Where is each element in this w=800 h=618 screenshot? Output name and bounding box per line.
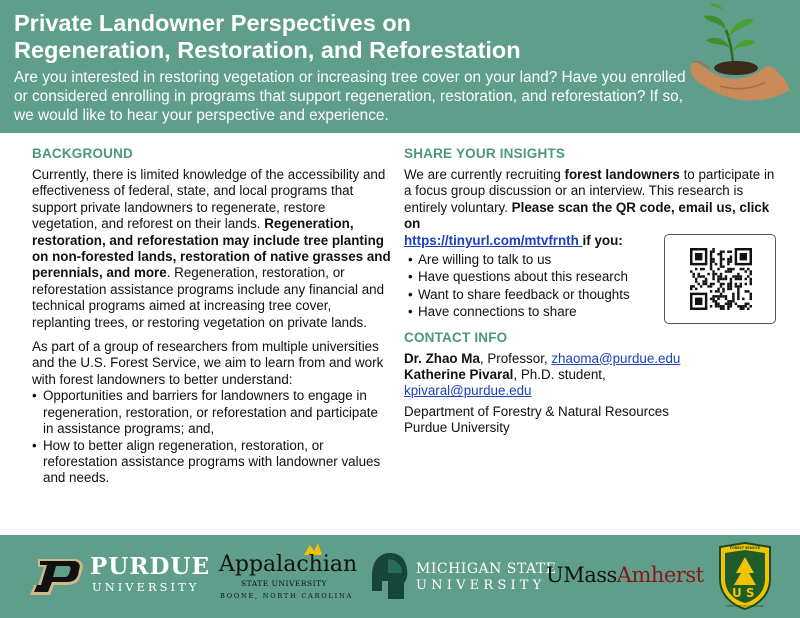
- purdue-sub: UNIVERSITY: [92, 580, 200, 594]
- insights-bullet: • Have questions about this research: [404, 268, 654, 285]
- insights-bullet: • Have connections to share: [404, 303, 654, 320]
- appalachian-wordmark: Appalachian: [219, 552, 358, 577]
- insights-text-bold: forest landowners: [564, 167, 680, 182]
- contact-heading: CONTACT INFO: [404, 329, 508, 345]
- intro-text: Are you interested in restoring vegetation or increasing tree cover on your land? Have you enrolled or considered enrolling in programs that support regeneration, restoration, and reforestation? If so, we would like to hear your perspective and experience.: [14, 69, 686, 124]
- survey-link[interactable]: https://tinyurl.com/mtvfrnth: [404, 232, 583, 248]
- spartan-helmet-icon: [368, 551, 412, 603]
- msu-wordmark: MICHIGAN STATE: [416, 561, 557, 577]
- insights-text-bold-2: Please scan the QR code, email us, click on: [404, 199, 770, 232]
- umass-part-b: Amherst: [616, 563, 704, 587]
- insights-text-e: if you:: [582, 232, 623, 248]
- appalachian-sub2: BOONE, NORTH CAROLINA: [220, 592, 353, 600]
- insights-bullet: • Want to share feedback or thoughts: [404, 286, 654, 303]
- qr-code-box[interactable]: [664, 234, 776, 324]
- background-bullet: • How to better align regeneration, restoration, or reforestation assistance programs with landowner values and needs.: [32, 438, 392, 487]
- footer-logos: [0, 535, 800, 618]
- title-line-2: Regeneration, Restoration, and Reforestation: [14, 37, 521, 63]
- background-paragraph-2: As part of a group of researchers from multiple universities and the U.S. Forest Service, we aim to learn from and work with forest landowners to better understand:: [32, 339, 384, 387]
- background-heading: BACKGROUND: [32, 146, 133, 161]
- insights-heading: SHARE YOUR INSIGHTS: [404, 146, 566, 161]
- insights-bullet-list: [404, 251, 654, 321]
- contact-univ: Purdue University: [404, 420, 510, 436]
- header-banner: [0, 0, 800, 133]
- insights-text-a: We are currently recruiting: [404, 167, 565, 182]
- usfs-shield-icon: [716, 541, 774, 611]
- background-paragraph-1: [32, 167, 392, 331]
- umass-part-a: UMass: [546, 563, 617, 587]
- contact-person-1: [404, 351, 784, 367]
- insights-text-c: to participate in a focus group discussion or an interview. This research is entirely voluntary.: [404, 167, 775, 215]
- contact-name-1: Dr. Zhao Ma: [404, 350, 480, 366]
- page-title: [14, 10, 654, 64]
- usfs-letters: U S: [732, 586, 755, 600]
- email-link-zhaoma[interactable]: zhaoma@purdue.edu: [551, 350, 681, 366]
- email-link-kpivaral[interactable]: kpivaral@purdue.edu: [404, 383, 532, 399]
- purdue-wordmark: PURDUE: [90, 553, 211, 580]
- qr-code-icon: [690, 241, 752, 317]
- usfs-bottom-text: DEPARTMENT OF AGRICULTURE: [726, 605, 764, 608]
- contact-person-2: [404, 367, 784, 400]
- insights-bullet: • Are willing to talk to us: [404, 251, 654, 268]
- appalachian-sub: STATE UNIVERSITY: [241, 579, 328, 588]
- contact-name-2: Katherine Pivaral: [404, 367, 514, 383]
- contact-dept: Department of Forestry & Natural Resources: [404, 403, 669, 419]
- contact-role-2: , Ph.D. student,: [513, 367, 606, 383]
- background-text-bold: Regeneration, restoration, and reforestation may include tree planting on non-forested lands, restoration of native grasses and perennials, and more: [32, 216, 391, 281]
- background-bullet: • Opportunities and barriers for landowners to engage in regeneration, restoration, or reforestation and participate in assistance programs; and,: [32, 388, 392, 437]
- usfs-top-text: FOREST SERVICE: [729, 546, 761, 550]
- purdue-p-logo-icon: [28, 557, 84, 597]
- hand-holding-seedling-icon: [680, 2, 790, 112]
- title-line-1: Private Landowner Perspectives on: [14, 10, 412, 36]
- contact-role-1: , Professor,: [479, 350, 552, 366]
- background-text-a: Currently, there is limited knowledge of the accessibility and effectiveness of federal, state, and local programs that support private landowners to regenerate, restore vegetation, and reforest on their lands.: [32, 167, 386, 232]
- background-text-c: . Regeneration, restoration, or reforestation assistance programs include any financial and technical programs aimed at increasing tree cover, replanting trees, or restoring vegetation on private lands.: [32, 265, 385, 330]
- background-section: [32, 145, 392, 487]
- umass-wordmark: [546, 563, 704, 587]
- msu-sub: UNIVERSITY: [416, 578, 546, 593]
